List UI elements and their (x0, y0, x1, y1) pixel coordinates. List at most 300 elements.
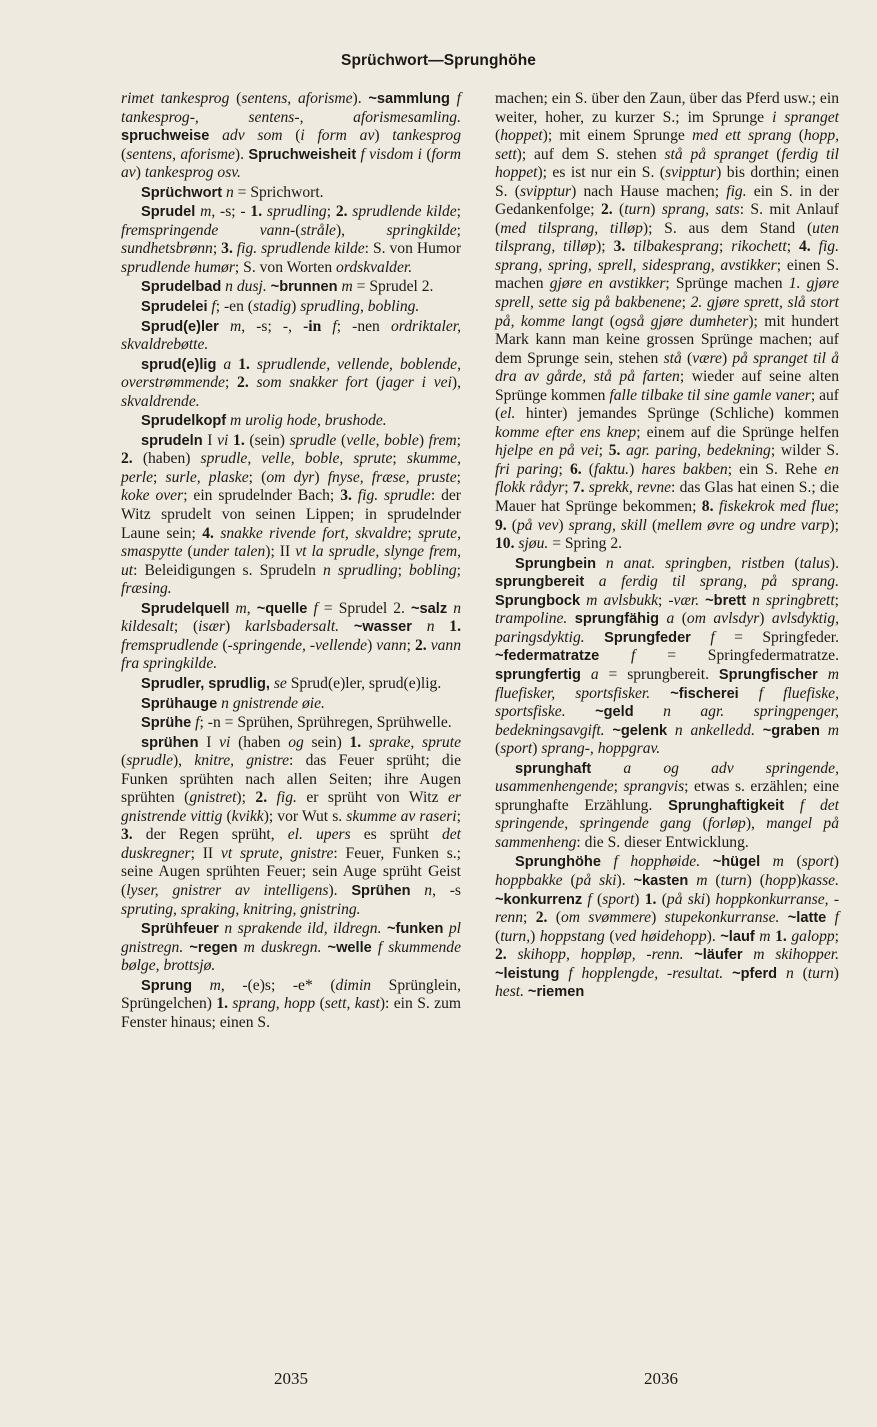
entry-text: hoppkonkurranse, -renn (495, 890, 840, 927)
entry-text: ) (225, 618, 246, 636)
entry-text: ferdig til hoppet (495, 145, 839, 182)
dictionary-entry (121, 432, 461, 599)
entry-text: f (207, 298, 216, 316)
entry-text: ( (121, 752, 127, 770)
entry-text: dimin (335, 976, 372, 994)
entry-text: n sprakende ild, ildregn. (218, 920, 387, 938)
entry-text: fig. (267, 789, 297, 807)
entry-text: ( (791, 127, 804, 145)
headword: ~geld (595, 704, 634, 721)
entry-text: 2. (414, 636, 427, 654)
headword: Sprudelkopf (141, 413, 227, 430)
entry-text: sein) (303, 733, 350, 751)
entry-text: mangel på sammenheng (495, 815, 839, 851)
headword: ~federmatratze (495, 648, 600, 665)
entry-text: ; einem auf die Sprünge helfen (636, 423, 840, 441)
headword: Sprud(e)ler (141, 318, 219, 335)
entry-text: svipptur (519, 182, 572, 200)
entry-text: 3. (613, 238, 626, 256)
entry-text: f (191, 714, 200, 732)
entry-text: på ski (575, 871, 617, 889)
entry-text: ( (784, 554, 800, 572)
entry-text: f (826, 909, 839, 927)
entry-text: gnistret (189, 789, 237, 807)
headword: spruchweise (121, 128, 210, 145)
entry-text: 2. (535, 909, 548, 927)
entry-text: ; S. von Worten (234, 258, 337, 276)
headword: sprungfähig (574, 611, 660, 628)
entry-text: (haben) (132, 450, 201, 468)
headword: ~graben (762, 722, 820, 739)
entry-text: , -(e)s; -e* ( (220, 976, 336, 994)
entry-text: som snakker fort (248, 374, 376, 392)
entry-text: n sprudling (322, 561, 398, 579)
entry-text: 4. (202, 524, 214, 542)
entry-text: m (337, 278, 357, 296)
entry-text: snakke rivende fort, skvaldre (213, 524, 408, 542)
entry-text: ; (212, 240, 222, 258)
entry-text: (sein) (244, 431, 290, 449)
entry-text: hopp, sett (495, 127, 840, 163)
entry-text: ; II (190, 844, 221, 862)
entry-text: a (580, 665, 609, 683)
entry-text: f (307, 599, 324, 617)
entry-text: m (819, 721, 839, 739)
headword: Sprühen (351, 882, 411, 899)
entry-text: 3. (221, 240, 233, 258)
entry-text: 6. (569, 460, 582, 478)
entry-text: ( (715, 871, 721, 889)
headword: ~lauf (720, 928, 755, 945)
entry-text: f (599, 647, 668, 665)
headword: Sprungfischer (718, 666, 818, 683)
entry-text: gjøre en avstikker (549, 275, 666, 293)
entry-text: : Feuer, Funken s.; seine Augen sprühten Feuer; sein Auge sprüht Geist ( (121, 844, 461, 899)
entry-text: 8. (701, 498, 714, 516)
entry-text: på ski (666, 890, 706, 908)
entry-text: f det springende, springende gang (495, 796, 839, 833)
entry-text: bobling. (367, 298, 420, 316)
entry-text: ); (829, 516, 840, 534)
headword: ~gelenk (612, 722, 668, 739)
entry-text: ) (650, 201, 662, 219)
entry-text: = Springfeder. (734, 628, 839, 646)
entry-text: det duskregner (121, 826, 461, 862)
headword: sprungfertig (495, 666, 581, 683)
entry-text: hest. (495, 983, 528, 1001)
entry-text: m fluefisker, sportsfisker. (495, 665, 840, 702)
entry-text: rikochett (731, 238, 787, 256)
entry-text: ; (786, 238, 799, 256)
entry-text: spruting, spraking, knitring, gnistring. (121, 900, 361, 918)
headword: Sprunghaftigkeit (668, 797, 785, 814)
entry-text: sprang, skill (568, 516, 647, 534)
entry-text: ) (374, 127, 393, 145)
entry-text: n (410, 881, 433, 899)
entry-text: tilbakesprang (625, 238, 719, 256)
entry-text: ); auf dem S. stehen (516, 145, 665, 163)
entry-text: sentens, aforisme (241, 90, 353, 107)
entry-text: ) (721, 349, 733, 367)
entry-text: er gnistrende vittig (121, 789, 461, 825)
entry-text: ); (236, 789, 256, 807)
entry-text: pl gnistregn. (121, 920, 461, 956)
entry-text: form av (121, 145, 462, 182)
entry-text: , -s; -, (241, 317, 304, 335)
entry-text: ; (523, 909, 536, 927)
entry-text: , (359, 298, 368, 316)
entry-text: ; einen S. machen (495, 256, 839, 293)
entry-text: mellem øvre og undre varp (657, 516, 830, 534)
headword: Sprunghöhe (515, 854, 601, 871)
entry-text: tankesprog osv. (144, 164, 241, 182)
entry-text: stråle (300, 221, 336, 239)
entry-text: i spranget (772, 108, 839, 126)
headword: Sprungfeder (604, 629, 691, 646)
entry-text: f (690, 628, 735, 646)
page-header: Sprüchwort—Sprunghöhe (341, 52, 536, 69)
entry-text: agr. paring, bedekning (620, 442, 771, 460)
dictionary-entry (121, 278, 461, 297)
entry-text: ; ein S. Rehe (727, 460, 825, 478)
entry-text: sprudlende, vellende, boblende, overstrømmende (121, 355, 461, 392)
entry-text: på vev (516, 516, 559, 534)
headword: Sprudler, sprudlig, (141, 675, 270, 692)
entry-text: ( (229, 90, 242, 107)
entry-text: f (582, 890, 598, 908)
headword: ~pferd (732, 965, 778, 982)
entry-text: ( (506, 516, 517, 534)
entry-text: hoppstang (539, 927, 605, 945)
entry-text: ; (834, 591, 840, 609)
entry-text: : das Feuer sprüht; die Funken sprühten nach allen Seiten; ihre Augen sprühten ( (121, 752, 461, 807)
entry-text: 7. (572, 479, 585, 497)
entry-text: ( (495, 127, 501, 145)
entry-text: 1. (233, 431, 245, 449)
entry-text: = Sprudel 2. (356, 278, 434, 296)
entry-text: 1. (349, 733, 362, 751)
entry-text: ordriktaler, skvaldrebøtte. (121, 317, 461, 354)
entry-text: ; (681, 294, 691, 312)
entry-text: ; (456, 468, 461, 486)
entry-text: ; (598, 442, 609, 460)
entry-text: om dyr (266, 468, 315, 486)
entry-text: ; (456, 807, 461, 825)
entry-text: a og adv springende, usammenhengende (495, 759, 839, 796)
entry-text: ( (121, 145, 127, 163)
entry-text: n (222, 183, 238, 201)
entry-text: f hopphøide. (600, 853, 713, 871)
entry-text: sprang-, hoppgrav. (541, 740, 661, 758)
entry-text: m (754, 927, 776, 945)
right-column (495, 90, 839, 1003)
entry-text: ; -en ( (215, 298, 253, 316)
entry-text: ) (532, 740, 542, 758)
headword: ~konkurrenz (495, 891, 583, 908)
entry-text: stupekonkurranse. (664, 909, 788, 927)
entry-text: en flokk rådyr (495, 460, 839, 497)
entry-text: ; (406, 636, 415, 654)
entry-text: I (202, 431, 218, 449)
entry-text: : S. mit Anlauf ( (495, 201, 839, 237)
entry-text: på spranget til å dra av gårde, stå på farten (495, 349, 839, 386)
entry-text: sprudle (126, 752, 173, 770)
dictionary-entry (121, 412, 461, 431)
page-number-left: 2035 (274, 1369, 308, 1388)
entry-text: fig. sprang, spring, sprell, sidesprang, avstikker (495, 238, 839, 274)
entry-text: , -s (432, 881, 461, 899)
entry-text: 1. (250, 203, 263, 221)
entry-text: el. upers (287, 826, 351, 844)
headword: ~latte (787, 910, 827, 927)
entry-text: med ett sprang (692, 127, 792, 145)
entry-text: ): ein S. zum Fenster hinaus; einen S. (121, 995, 461, 1031)
entry-text: ). (352, 90, 369, 107)
entry-text: bobling (409, 561, 457, 579)
entry-text: skihopp, hoppløp, -renn. (506, 946, 695, 964)
entry-text: ); II (265, 543, 296, 561)
entry-text: ); mit hundert Mark kann man keine grossen Sprünge machen; auf dem Sprunge sein, stehen (495, 312, 839, 367)
entry-text: n ankelledd. (667, 721, 763, 739)
headword: ~wasser (353, 619, 412, 636)
entry-text: = Sprudel 2. (323, 599, 412, 617)
entry-text: især (198, 618, 226, 636)
entry-text: vt sprute, gnistre (220, 844, 334, 862)
entry-text: trampoline. (495, 610, 575, 628)
entry-text: fiskekrok med flue (713, 498, 835, 516)
dictionary-entry (495, 760, 839, 853)
entry-text: ); vor Wut s. (263, 807, 347, 825)
entry-text: sport (500, 740, 533, 758)
entry-text: : Beleidigungen s. Sprudeln (133, 561, 323, 579)
entry-text: sprangvis (623, 778, 685, 796)
entry-text: kasse. (801, 871, 839, 889)
entry-text: ; (456, 203, 462, 221)
entry-text: n (411, 618, 450, 636)
headword: Sprungbein (515, 555, 597, 572)
entry-text: ( (562, 871, 576, 889)
headword: ~leistung (495, 965, 560, 982)
page-number-right: 2036 (644, 1369, 678, 1388)
headword: Sprühauge (141, 695, 218, 712)
entry-text: es sprüht (350, 826, 442, 844)
entry-text: ( (681, 349, 693, 367)
entry-text: sett, kast (324, 995, 380, 1013)
entry-text: med tilsprang, tilløp (500, 219, 643, 237)
headword: ~regen (189, 939, 238, 956)
dictionary-entry (121, 714, 461, 733)
entry-text: fræsing. (121, 580, 172, 598)
entry-text: ) (367, 636, 377, 654)
entry-text: om avlsdyr (686, 610, 760, 628)
entry-text: f fluefiske, sportsfiske. (495, 684, 839, 721)
entry-text: ). (328, 881, 352, 899)
entry-text: 1. (644, 890, 657, 908)
dictionary-entry (495, 853, 839, 1001)
entry-text: ; -nen (336, 317, 391, 335)
entry-text: Sprünglein, Sprüngelchen) (121, 976, 461, 1013)
entry-text: 2. (335, 203, 348, 221)
entry-text: m (218, 317, 242, 335)
entry-text: ( (222, 807, 232, 825)
entry-text: fri paring (495, 460, 559, 478)
entry-text: vann fra springkilde. (121, 636, 462, 673)
entry-text: være (692, 349, 722, 367)
entry-text: ; (718, 238, 732, 256)
entry-text: er sprüht von Witz (296, 789, 448, 807)
entry-text: m (192, 976, 221, 994)
entry-text: 2. (495, 946, 507, 964)
dictionary-entry (121, 203, 461, 277)
headword: ~welle (327, 939, 372, 956)
entry-text: ( (604, 927, 615, 945)
entry-text: el. (500, 405, 516, 423)
entry-text: , -s; - (211, 203, 251, 221)
dictionary-entry (121, 356, 461, 412)
headword: ~fischerei (670, 685, 739, 702)
entry-text: fig. sprudlende kilde (232, 240, 365, 258)
headword: Sprühfeuer (141, 921, 219, 938)
entry-text: = Springfedermatratze. (667, 647, 839, 665)
entry-text: ) (833, 964, 839, 982)
entry-text: stå (663, 349, 682, 367)
entry-text: ), (335, 221, 387, 239)
dictionary-entry (121, 695, 461, 714)
left-column (121, 90, 461, 1033)
entry-text: ) (833, 853, 839, 871)
headword: Sprudelbad (141, 279, 222, 296)
entry-text: sport (602, 890, 635, 908)
dictionary-entry (121, 90, 461, 183)
dictionary-entry (121, 675, 461, 694)
entry-text: ( (495, 927, 501, 945)
entry-text: hjelpe en på vei (495, 442, 599, 460)
entry-text: ( (612, 201, 625, 219)
entry-text: ), (451, 374, 461, 392)
headword: ~sammlung (368, 91, 450, 107)
entry-text: galopp (786, 927, 835, 945)
entry-text: = Spring 2. (548, 535, 623, 553)
entry-text: ) bis dorthin; einen S. ( (495, 164, 840, 200)
entry-text: ( (315, 995, 325, 1013)
entry-text: turn, (500, 927, 531, 945)
entry-text: ; (153, 468, 166, 486)
entry-text: a ferdig til sprang, på sprang. (584, 573, 839, 591)
entry-text: ; (658, 591, 669, 609)
entry-text: stadig (252, 298, 292, 316)
entry-text: 2. gjøre sprett, slå stort på, komme langt (495, 294, 839, 330)
entry-text: ; (456, 561, 462, 579)
entry-text: kvikk (231, 807, 264, 825)
entry-text: ; (834, 498, 839, 516)
entry-text: forløp (707, 815, 746, 833)
entry-text: m (688, 871, 716, 889)
entry-text: ) ( (746, 871, 765, 889)
headword: Sprüchwort (141, 184, 223, 201)
entry-text: knitre, gnistre (194, 752, 290, 770)
entry-text: : S. von Humor (364, 240, 462, 258)
entry-text: n kildesalt (121, 599, 461, 636)
headword: ~funken (387, 921, 444, 938)
entry-text: ) (634, 890, 645, 908)
entry-text: : der Witz sprudelt von seinen Lippen; in sprudelnder Laune sein; (121, 487, 461, 542)
entry-text: ( (656, 890, 667, 908)
entry-text: vann (376, 636, 407, 654)
entry-text: 1. gjøre sprell, sette sig på bakbenene (495, 275, 839, 312)
entry-text: ; wieder auf seine alten Sprünge kommen (495, 368, 839, 404)
entry-text: ; ( (248, 468, 267, 486)
entry-text: rimet tankesprog (121, 90, 230, 107)
entry-text: ); S. aus dem Stand ( (642, 219, 813, 237)
entry-text: ) (530, 927, 540, 945)
dictionary-entry (495, 555, 839, 759)
entry-text: ( (597, 890, 603, 908)
entry-text: ; etwas s. erzählen; eine sprunghafte Erzählung. (495, 778, 839, 814)
entry-text: ; (613, 778, 624, 796)
entry-text: m (229, 599, 247, 617)
entry-text: ( (796, 853, 802, 871)
entry-text: sjøu. (514, 535, 549, 553)
entry-text: ) (759, 610, 772, 628)
entry-text: ( (182, 543, 193, 561)
entry-text: m (760, 853, 797, 871)
entry-text: ( (547, 909, 561, 927)
entry-text: ) (291, 298, 301, 316)
entry-text: m urolig hode, brushode. (226, 412, 387, 430)
entry-text: komme efter ens knep (495, 423, 637, 441)
entry-text: turn (624, 201, 651, 219)
headword: sprunghaft (515, 760, 592, 777)
headword: Sprung (141, 977, 193, 994)
entry-text: sprake, sprute (361, 733, 461, 751)
entry-text: ). (829, 554, 840, 572)
entry-text: hares bakben (641, 460, 728, 478)
entry-text: 2. (237, 374, 249, 392)
entry-text: skumme av raseri (346, 807, 457, 825)
entry-text: = Sprichwort. (237, 183, 324, 201)
dictionary-entry (121, 734, 461, 919)
entry-text: m duskregn. (237, 938, 328, 956)
entry-text: n (777, 964, 803, 982)
entry-text: sprudle, velle, boble, sprute (200, 450, 393, 468)
entry-text: ; (397, 561, 410, 579)
entry-text: surle, plaske (165, 468, 249, 486)
entry-text: uten tilsprang, tilløp (495, 219, 840, 256)
headword: Sprudelei (141, 299, 208, 316)
entry-text: ( (218, 636, 228, 654)
entry-text: i form av (300, 127, 375, 145)
entry-text: vi (217, 431, 229, 449)
headword: Sprühe (141, 715, 192, 732)
entry-text: og (288, 733, 304, 751)
dictionary-entry (121, 318, 461, 355)
entry-text: ordskvalder. (336, 258, 413, 276)
entry-text: 2. (121, 450, 133, 468)
entry-text: ; (392, 450, 407, 468)
entry-text: ). (706, 927, 721, 945)
headword: sprud(e)lig (141, 356, 217, 373)
entry-text: 3. (340, 487, 352, 505)
entry-text: ( (375, 374, 382, 392)
entry-text: 3. (121, 826, 133, 844)
entry-text: : die S. dieser Entwicklung. (576, 833, 749, 851)
entry-text: ein S. in der Gedankenfolge; (495, 182, 839, 219)
entry-text: koke over (121, 487, 184, 505)
entry-text: ); (596, 238, 614, 256)
entry-text: ; -n = Sprühen, Sprühregen, Sprühwelle. (199, 714, 452, 732)
entry-text: 9. (495, 516, 507, 534)
entry-text: f skummende bølge, brottsjø. (121, 938, 461, 975)
